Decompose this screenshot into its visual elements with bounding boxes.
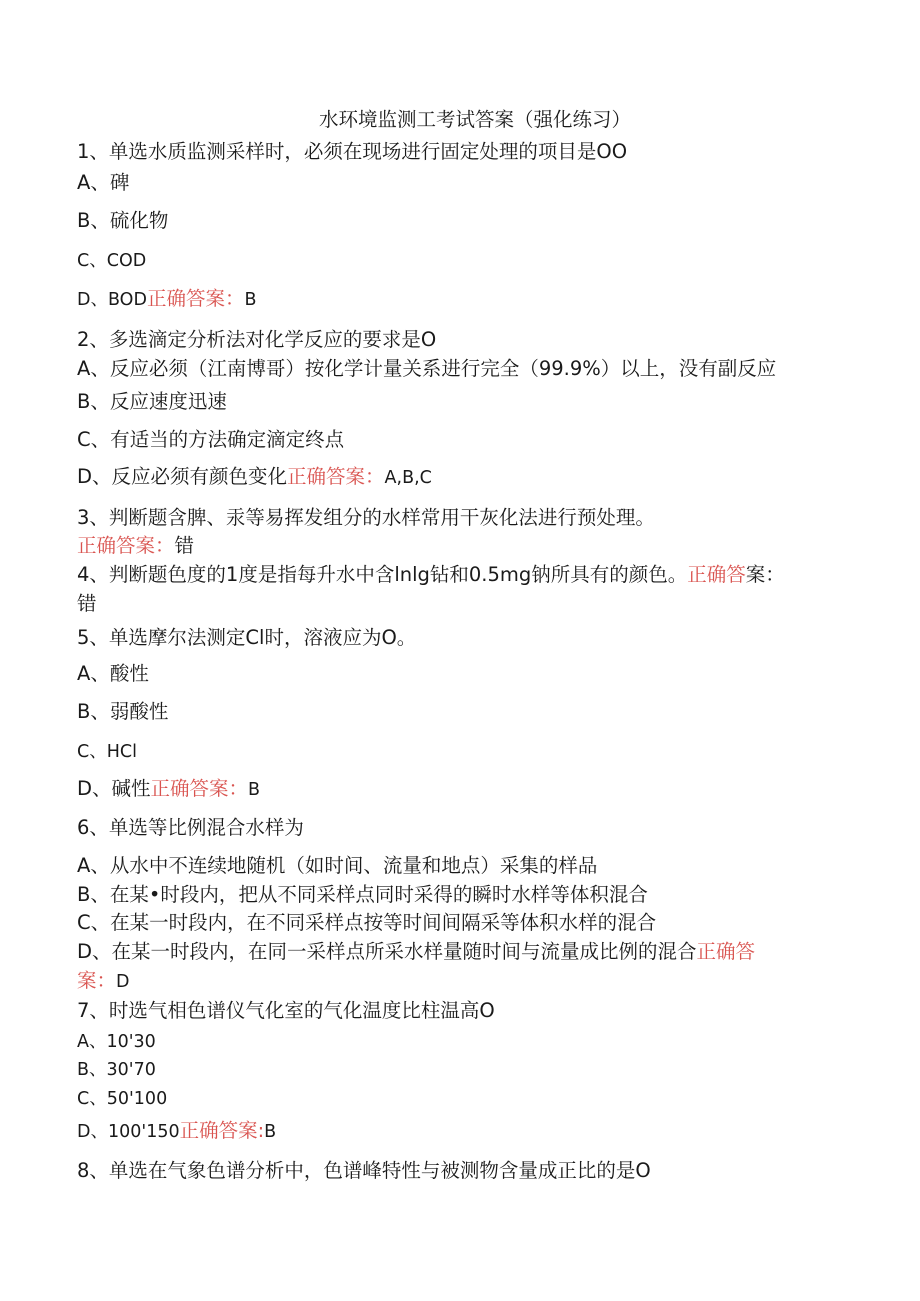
q5-option-d-line	[77, 776, 260, 803]
q1-option-d: D、BOD	[77, 290, 147, 310]
q7-option-c: C、50'100	[77, 1089, 168, 1109]
q5-option-a: A、酸性	[77, 662, 149, 685]
q3-stem: 3、判断题含脾、汞等易挥发组分的水样常用干灰化法进行预处理。	[77, 506, 655, 529]
q2-option-c: C、有适当的方法确定滴定终点	[77, 428, 345, 451]
q1-option-b: B、硫化物	[77, 209, 169, 232]
q5-answer: B	[248, 780, 261, 800]
q7-stem: 7、时选气相色谱仪气化室的气化温度比柱温高O	[77, 999, 495, 1022]
q4-stem-line	[77, 562, 785, 588]
q3-answer-line	[77, 533, 194, 559]
q6-answer-label-part2: 案：	[77, 969, 117, 992]
q2-option-d-line	[77, 464, 432, 491]
q2-answer: A,B,C	[384, 468, 432, 488]
q6-answer-label-part1: 正确答	[696, 940, 756, 963]
q3-answer-label: 正确答案：	[77, 534, 175, 557]
q8-stem: 8、单选在气象色谱分析中，色谱峰特性与被测物含量成正比的是O	[77, 1159, 651, 1182]
q6-option-d: D、在某一时段内，在同一采样点所采水样量随时间与流量成比例的混合	[77, 940, 697, 963]
q6-option-d-line	[77, 939, 755, 965]
q1-answer: B	[244, 290, 257, 310]
q4-answer-label-black: 案：	[745, 563, 785, 586]
q6-option-c: C、在某一时段内，在不同采样点按等时间间隔采等体积水样的混合	[77, 911, 657, 934]
q4-stem: 4、判断题色度的1度是指每升水中含lnlg钻和0.5mg钠所具有的颜色。	[77, 563, 688, 586]
q6-answer: D	[116, 972, 130, 992]
q1-option-c: C、COD	[77, 251, 147, 271]
q5-answer-label: 正确答案：	[150, 777, 249, 800]
q5-option-d: D、碱性	[77, 777, 151, 800]
q2-option-b: B、反应速度迅速	[77, 390, 227, 413]
q5-stem: 5、单选摩尔法测定Cl时，溶液应为O。	[77, 626, 417, 649]
q6-option-b: B、在某•时段内，把从不同采样点同时采得的瞬时水样等体积混合	[77, 883, 648, 906]
q4-answer: 错	[77, 592, 97, 615]
q6-stem: 6、单选等比例混合水样为	[77, 816, 304, 839]
q1-stem: 1、单选水质监测采样时，必须在现场进行固定处理的项目是OO	[77, 140, 628, 163]
document-title: 水环境监测工考试答案（强化练习）	[318, 108, 631, 131]
q2-answer-label: 正确答案：	[287, 465, 385, 488]
q7-answer-label: 正确答案:	[179, 1119, 265, 1142]
q2-stem: 2、多选滴定分析法对化学反应的要求是O	[77, 328, 437, 351]
q2-option-a: A、反应必须（江南博哥）按化学计量关系进行完全（99.9%）以上，没有副反应	[77, 357, 777, 380]
q6-answer-line	[77, 968, 130, 995]
q5-option-c: C、HCl	[77, 742, 137, 762]
q1-answer-label: 正确答案：	[146, 287, 245, 310]
q2-option-d: D、反应必须有颜色变化	[77, 465, 288, 488]
q7-option-b: B、30'70	[77, 1060, 156, 1080]
q5-option-b: B、弱酸性	[77, 700, 169, 723]
q7-option-a: A、10'30	[77, 1032, 156, 1052]
q7-answer: B	[264, 1122, 277, 1142]
q4-answer-label-red: 正确答	[687, 563, 746, 586]
q1-option-d-line	[77, 286, 256, 313]
q6-option-a: A、从水中不连续地随机（如时间、流量和地点）采集的样品	[77, 854, 598, 877]
q1-option-a: A、碑	[77, 171, 130, 194]
q7-option-d: D、100'150	[77, 1122, 180, 1142]
q7-option-d-line	[77, 1118, 276, 1145]
q3-answer: 错	[174, 534, 195, 557]
